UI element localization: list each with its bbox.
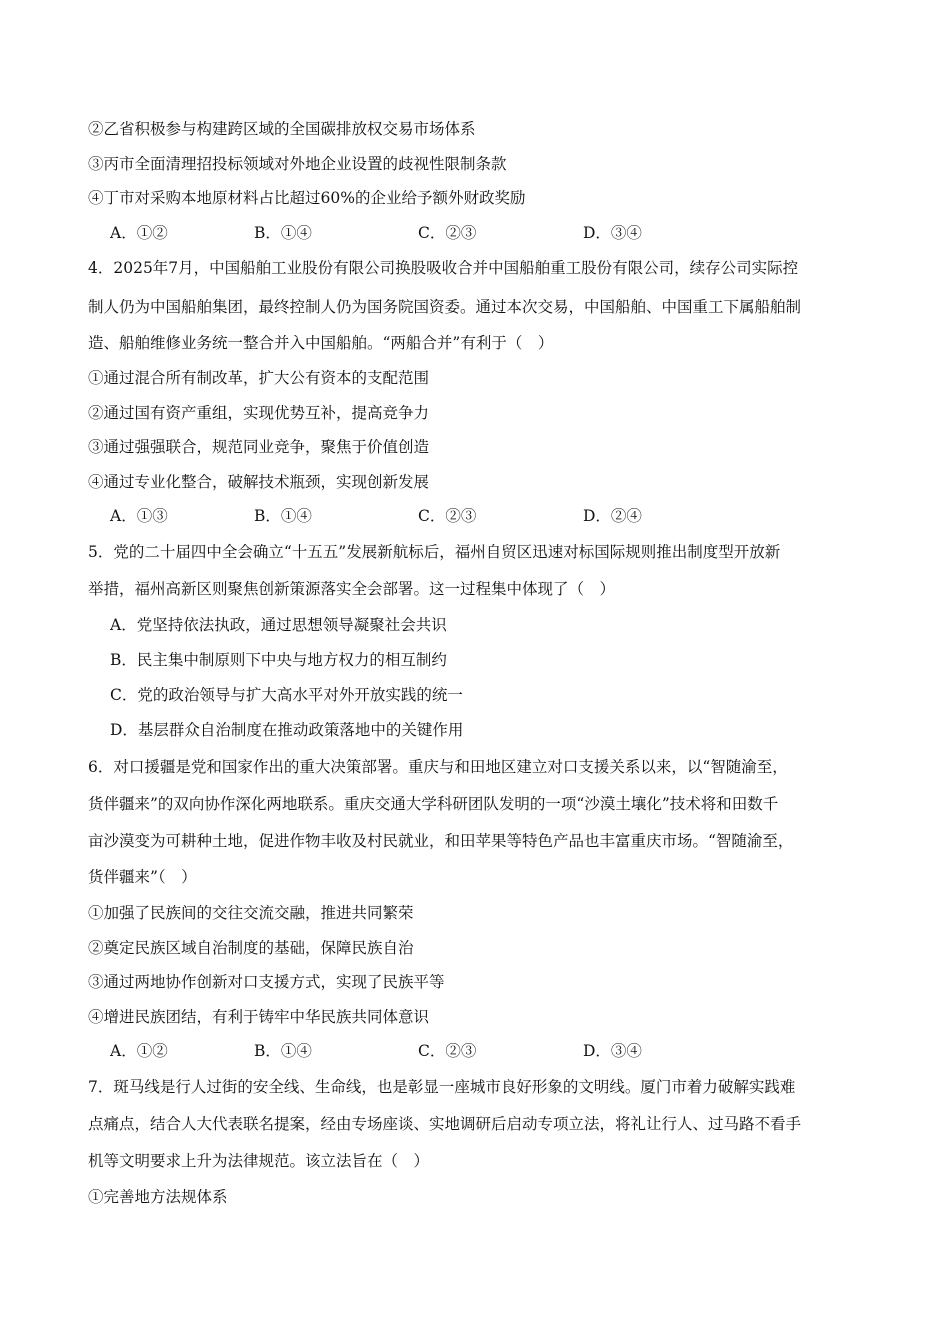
q7-stem-line-3: 机等文明要求上升为法律规范。该立法旨在（ ） <box>88 1152 430 1170</box>
q7-stem-line-1: 7．斑马线是行人过街的安全线、生命线，也是彰显一座城市良好形象的文明线。厦门市着力破解实践难 <box>88 1078 796 1096</box>
q7-stem-line-2: 点痛点，结合人大代表联名提案，经由专场座谈、实地调研后启动专项立法，将礼让行人、过马路不看手 <box>88 1115 802 1133</box>
q7-item-1: ①完善地方法规体系 <box>88 1188 228 1206</box>
q4-option-d: D．②④ <box>583 507 642 525</box>
q4-option-b: B．①④ <box>254 507 312 525</box>
q6-option-c: C．②③ <box>418 1042 477 1060</box>
q4-item-1: ①通过混合所有制改革，扩大公有资本的支配范围 <box>88 369 430 387</box>
q6-stem-line-1: 6．对口援疆是党和国家作出的重大决策部署。重庆与和田地区建立对口支援关系以来，以“智随渝至， <box>88 758 788 776</box>
q3-option-d: D．③④ <box>583 224 642 242</box>
q6-item-4: ④增进民族团结，有利于铸牢中华民族共同体意识 <box>88 1008 430 1026</box>
q6-stem-line-2: 货伴疆来”的双向协作深化两地联系。重庆交通大学科研团队发明的一项“沙漠土壤化”技术将和田数千 <box>88 795 779 813</box>
q3-item-4: ④丁市对采购本地原材料占比超过60%的企业给予额外财政奖励 <box>88 189 526 207</box>
q6-stem-line-4: 货伴疆来”（ ） <box>88 868 197 886</box>
q4-option-c: C．②③ <box>418 507 477 525</box>
q6-item-1: ①加强了民族间的交往交流交融，推进共同繁荣 <box>88 904 414 922</box>
q5-option-c: C．党的政治领导与扩大高水平对外开放实践的统一 <box>110 686 463 704</box>
q4-option-a: A．①③ <box>110 507 168 525</box>
q6-item-3: ③通过两地协作创新对口支援方式，实现了民族平等 <box>88 973 445 991</box>
q3-option-a: A．①② <box>110 224 168 242</box>
q6-option-a: A．①② <box>110 1042 168 1060</box>
q3-option-c: C．②③ <box>418 224 477 242</box>
q5-option-d: D．基层群众自治制度在推动政策落地中的关键作用 <box>110 721 464 739</box>
q5-stem-line-1: 5．党的二十届四中全会确立“十五五”发展新航标后，福州自贸区迅速对标国际规则推出制度型开放新 <box>88 543 781 561</box>
q4-item-3: ③通过强强联合，规范同业竞争，聚焦于价值创造 <box>88 438 430 456</box>
q4-stem-line-2: 制人仍为中国船舶集团，最终控制人仍为国务院国资委。通过本次交易，中国船舶、中国重工下属船舶制 <box>88 298 802 316</box>
q5-option-a: A．党坚持依法执政，通过思想领导凝聚社会共识 <box>110 616 447 634</box>
q3-item-2: ②乙省积极参与构建跨区域的全国碳排放权交易市场体系 <box>88 120 476 138</box>
q6-item-2: ②奠定民族区域自治制度的基础，保障民族自治 <box>88 939 414 957</box>
q5-stem-line-2: 举措，福州高新区则聚焦创新策源落实全会部署。这一过程集中体现了（ ） <box>88 580 616 598</box>
q4-item-4: ④通过专业化整合，破解技术瓶颈，实现创新发展 <box>88 473 430 491</box>
q4-item-2: ②通过国有资产重组，实现优势互补，提高竞争力 <box>88 404 430 422</box>
q3-item-3: ③丙市全面清理招投标领域对外地企业设置的歧视性限制条款 <box>88 155 507 173</box>
q4-stem-line-3: 造、船舶维修业务统一整合并入中国船舶。“两船合并”有利于（ ） <box>88 334 554 352</box>
q4-stem-line-1: 4．2025年7月，中国船舶工业股份有限公司换股吸收合并中国船舶重工股份有限公司，续存公司实际控 <box>88 259 799 277</box>
q5-option-b: B．民主集中制原则下中央与地方权力的相互制约 <box>110 651 447 669</box>
q3-option-b: B．①④ <box>254 224 312 242</box>
q6-option-b: B．①④ <box>254 1042 312 1060</box>
q6-stem-line-3: 亩沙漠变为可耕种土地，促进作物丰收及村民就业，和田苹果等特色产品也丰富重庆市场。“智随渝至， <box>88 832 794 850</box>
q6-option-d: D．③④ <box>583 1042 642 1060</box>
